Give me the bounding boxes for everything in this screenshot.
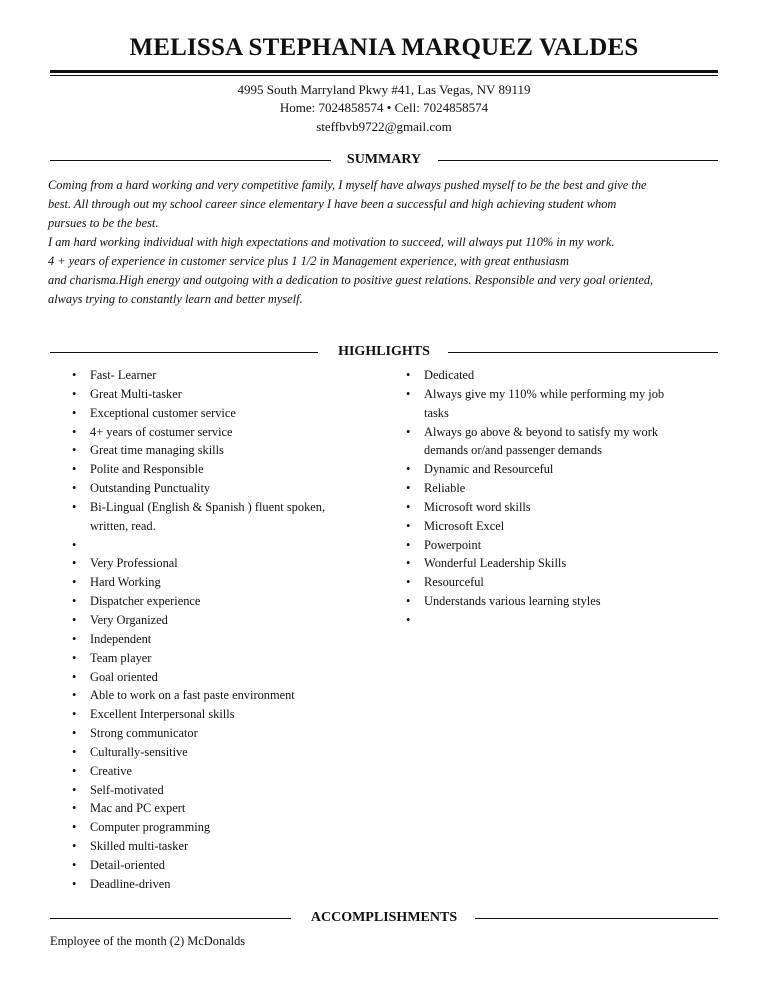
highlight-text: Reliable bbox=[424, 481, 466, 496]
highlight-item bbox=[404, 592, 724, 611]
highlights-title: HIGHLIGHTS bbox=[338, 344, 430, 359]
highlight-item bbox=[70, 743, 390, 762]
highlight-text: tasks bbox=[424, 405, 449, 420]
highlight-text: Microsoft word skills bbox=[424, 499, 531, 514]
highlight-text: Great Multi-tasker bbox=[90, 386, 182, 401]
header-rule-thin bbox=[50, 75, 718, 76]
highlight-item bbox=[70, 781, 390, 800]
summary-rule-right bbox=[438, 160, 718, 161]
accomplishments-rule-right bbox=[475, 918, 718, 919]
highlight-text: Wonderful Leadership Skills bbox=[424, 556, 567, 571]
bullet-icon: • bbox=[406, 537, 411, 552]
highlight-text: Able to work on a fast paste environment bbox=[90, 688, 295, 703]
highlight-text: Always give my 110% while performing my job bbox=[424, 386, 665, 401]
bullet-icon: • bbox=[72, 424, 77, 439]
highlight-item bbox=[70, 611, 390, 630]
contact-address: 4995 South Marryland Pkwy #41, Las Vegas, NV 89119 bbox=[237, 82, 531, 97]
highlight-text: Powerpoint bbox=[424, 537, 482, 552]
bullet-icon: • bbox=[406, 368, 411, 382]
highlight-text: Self-motivated bbox=[90, 782, 164, 797]
bullet-icon: • bbox=[72, 537, 77, 552]
highlight-item bbox=[404, 517, 724, 536]
highlight-text: written, read. bbox=[90, 518, 156, 533]
highlight-item bbox=[404, 573, 724, 592]
highlight-item bbox=[70, 554, 390, 573]
highlight-item bbox=[404, 554, 724, 573]
bullet-icon: • bbox=[72, 556, 77, 571]
bullet-icon: • bbox=[72, 499, 77, 514]
header-rule-thick bbox=[50, 70, 718, 73]
summary-title: SUMMARY bbox=[346, 152, 422, 167]
highlight-item bbox=[70, 630, 390, 649]
bullet-icon: • bbox=[72, 386, 77, 401]
highlight-text: demands or/and passenger demands bbox=[424, 443, 602, 458]
highlights-rule-right bbox=[448, 352, 718, 353]
highlight-item bbox=[404, 385, 724, 404]
bullet-icon: • bbox=[72, 857, 77, 872]
bullet-icon: • bbox=[72, 876, 77, 891]
highlight-item bbox=[70, 404, 390, 423]
highlight-text: Dispatcher experience bbox=[90, 594, 201, 609]
highlight-text: Skilled multi-tasker bbox=[90, 839, 189, 854]
bullet-icon: • bbox=[72, 820, 77, 835]
highlight-text: Very Professional bbox=[90, 556, 178, 571]
bullet-icon: • bbox=[406, 481, 411, 496]
summary-line: 4 + years of experience in customer service plus 1 1/2 in Management experience, with great enthusiasm bbox=[48, 254, 569, 268]
highlight-item bbox=[70, 668, 390, 687]
bullet-icon: • bbox=[406, 462, 411, 477]
bullet-icon: • bbox=[72, 839, 77, 854]
bullet-icon: • bbox=[72, 744, 77, 759]
highlight-item bbox=[404, 404, 724, 423]
highlights-heading bbox=[50, 343, 718, 361]
highlight-text: Detail-oriented bbox=[90, 857, 165, 872]
bullet-icon: • bbox=[72, 763, 77, 778]
summary-heading bbox=[50, 151, 718, 169]
bullet-icon: • bbox=[406, 612, 411, 627]
highlight-item bbox=[70, 875, 390, 894]
highlight-item bbox=[404, 479, 724, 498]
summary-line: best. All through out my school career since elementary I have been a successful and high achieving student whom bbox=[48, 197, 617, 211]
highlight-item bbox=[70, 536, 390, 555]
bullet-icon: • bbox=[72, 669, 77, 684]
highlight-text: Exceptional customer service bbox=[90, 405, 236, 420]
bullet-icon: • bbox=[72, 707, 77, 722]
highlight-text: Goal oriented bbox=[90, 669, 158, 684]
summary-line: and charisma.High energy and outgoing with a dedication to positive guest relations. Responsible and very goal oriented, bbox=[48, 273, 654, 287]
accomplishment-item: Employee of the month (2) McDonalds bbox=[50, 934, 246, 948]
contact-email: steffbvb9722@gmail.com bbox=[316, 119, 452, 134]
highlight-item bbox=[70, 385, 390, 404]
bullet-icon: • bbox=[406, 594, 411, 609]
bullet-icon: • bbox=[406, 575, 411, 590]
highlight-text: Always go above & beyond to satisfy my work bbox=[424, 424, 659, 439]
highlight-text: Dedicated bbox=[424, 368, 475, 382]
highlight-text: Great time managing skills bbox=[90, 443, 224, 458]
highlight-item bbox=[70, 479, 390, 498]
highlights-list-right bbox=[404, 366, 724, 630]
highlight-item bbox=[70, 837, 390, 856]
highlight-item bbox=[404, 441, 724, 460]
bullet-icon: • bbox=[72, 612, 77, 627]
highlight-text: Computer programming bbox=[90, 820, 211, 835]
highlight-text: Dynamic and Resourceful bbox=[424, 462, 554, 477]
highlight-text: Deadline-driven bbox=[90, 876, 171, 891]
highlight-item bbox=[70, 517, 390, 536]
highlight-item bbox=[70, 649, 390, 668]
bullet-icon: • bbox=[72, 631, 77, 646]
highlight-item bbox=[70, 366, 390, 385]
highlight-text: Hard Working bbox=[90, 575, 161, 590]
bullet-icon: • bbox=[72, 462, 77, 477]
bullet-icon: • bbox=[72, 801, 77, 816]
highlight-text: 4+ years of costumer service bbox=[90, 424, 233, 439]
highlight-item bbox=[70, 498, 390, 517]
highlight-item bbox=[70, 423, 390, 442]
summary-line: pursues to be the best. bbox=[48, 216, 159, 230]
highlight-text: Team player bbox=[90, 650, 152, 665]
bullet-icon: • bbox=[72, 575, 77, 590]
highlight-text: Creative bbox=[90, 763, 132, 778]
highlight-item bbox=[70, 799, 390, 818]
accomplishments-heading bbox=[50, 909, 718, 927]
highlight-item bbox=[404, 366, 724, 385]
bullet-icon: • bbox=[406, 556, 411, 571]
highlight-item bbox=[70, 762, 390, 781]
summary-line: I am hard working individual with high expectations and motivation to succeed, will always put 110% in my work. bbox=[48, 235, 615, 249]
highlight-item bbox=[404, 460, 724, 479]
highlight-text: Fast- Learner bbox=[90, 368, 157, 382]
highlight-item bbox=[70, 686, 390, 705]
highlight-item bbox=[70, 818, 390, 837]
bullet-icon: • bbox=[72, 481, 77, 496]
summary-line: Coming from a hard working and very competitive family, I myself have always pushed myself to be the best and give the bbox=[48, 178, 647, 192]
bullet-icon: • bbox=[72, 688, 77, 703]
highlight-text bbox=[424, 613, 427, 627]
accomplishments-title: ACCOMPLISHMENTS bbox=[310, 910, 458, 925]
highlight-text bbox=[90, 538, 93, 552]
summary-text bbox=[48, 176, 720, 309]
highlight-text: Bi-Lingual (English & Spanish ) fluent spoken, bbox=[90, 499, 326, 514]
bullet-icon: • bbox=[72, 726, 77, 741]
highlight-item bbox=[70, 705, 390, 724]
highlight-text: Strong communicator bbox=[90, 726, 198, 741]
summary-line: always trying to constantly learn and better myself. bbox=[48, 292, 303, 306]
bullet-icon: • bbox=[406, 424, 411, 439]
bullet-icon: • bbox=[72, 405, 77, 420]
bullet-icon: • bbox=[72, 650, 77, 665]
highlight-item bbox=[70, 441, 390, 460]
bullet-icon: • bbox=[72, 782, 77, 797]
highlight-text: Understands various learning styles bbox=[424, 594, 601, 609]
highlight-text: Very Organized bbox=[90, 612, 168, 627]
highlight-text: Microsoft Excel bbox=[424, 518, 505, 533]
highlight-text: Resourceful bbox=[424, 575, 484, 590]
highlight-item bbox=[70, 724, 390, 743]
highlight-item bbox=[404, 498, 724, 517]
highlight-text: Culturally-sensitive bbox=[90, 744, 188, 759]
bullet-icon: • bbox=[406, 518, 411, 533]
highlight-item bbox=[404, 611, 724, 630]
highlight-text: Polite and Responsible bbox=[90, 462, 204, 477]
highlight-item bbox=[70, 856, 390, 875]
highlight-item bbox=[404, 536, 724, 555]
highlight-item bbox=[70, 573, 390, 592]
highlight-text: Mac and PC expert bbox=[90, 801, 186, 816]
highlight-item bbox=[70, 460, 390, 479]
highlight-text: Outstanding Punctuality bbox=[90, 481, 211, 496]
highlight-text: Independent bbox=[90, 631, 152, 646]
candidate-name: MELISSA STEPHANIA MARQUEZ VALDES bbox=[129, 34, 639, 61]
bullet-icon: • bbox=[72, 594, 77, 609]
bullet-icon: • bbox=[406, 499, 411, 514]
contact-phones: Home: 7024858574 • Cell: 7024858574 bbox=[279, 100, 489, 115]
bullet-icon: • bbox=[406, 386, 411, 401]
highlight-text: Excellent Interpersonal skills bbox=[90, 707, 235, 722]
highlights-list-left bbox=[70, 366, 390, 894]
highlight-item bbox=[404, 423, 724, 442]
bullet-icon: • bbox=[72, 443, 77, 458]
bullet-icon: • bbox=[72, 368, 77, 382]
highlight-item bbox=[70, 592, 390, 611]
